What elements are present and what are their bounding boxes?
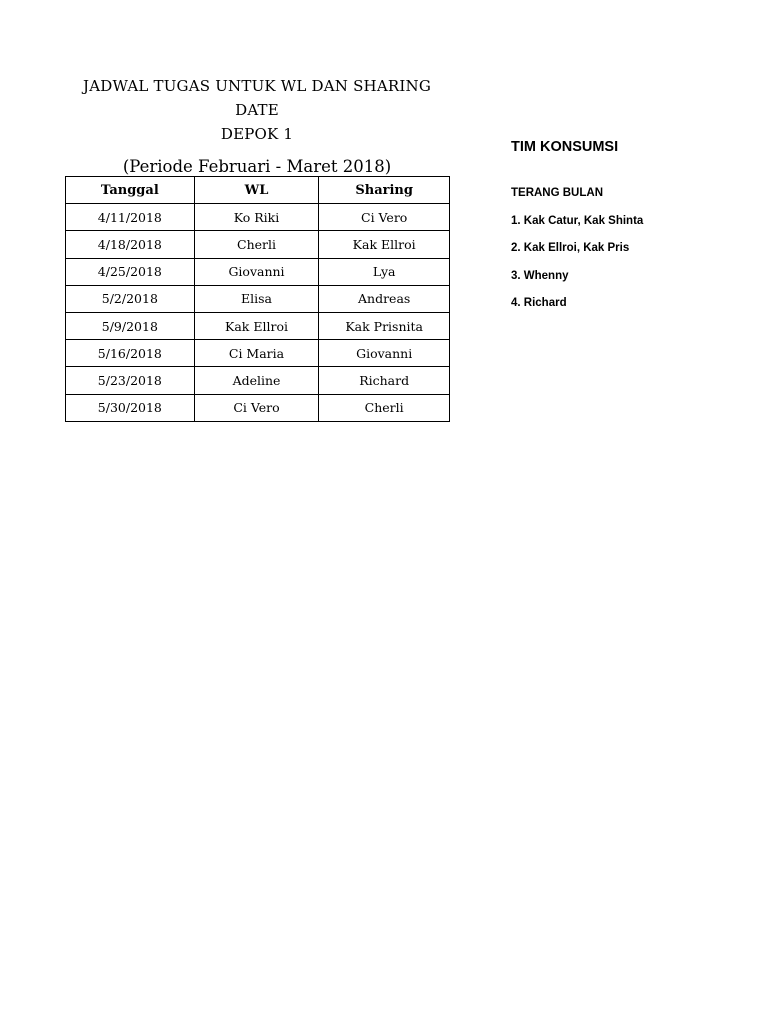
wl-cell: Ko Riki [194, 204, 319, 231]
period-label: (Periode Februari - Maret 2018) [122, 157, 392, 176]
sharing-cell: Kak Ellroi [319, 231, 450, 258]
table-row [66, 231, 450, 258]
wl-cell: Cherli [194, 231, 319, 258]
date-cell: 4/25/2018 [66, 258, 195, 285]
table-row [66, 258, 450, 285]
document-header [60, 74, 454, 179]
sharing-cell: Giovanni [319, 340, 450, 367]
team-list [511, 215, 643, 324]
sharing-cell: Lya [319, 258, 450, 285]
list-item: 2. Kak Ellroi, Kak Pris [511, 242, 630, 255]
list-item: 3. Whenny [511, 269, 569, 282]
sharing-cell: Kak Prisnita [319, 312, 450, 339]
table-row [66, 367, 450, 394]
wl-cell: Adeline [194, 367, 319, 394]
date-cell: 5/2/2018 [66, 285, 195, 312]
column-header-tanggal: Tanggal [66, 177, 195, 204]
table-row [66, 285, 450, 312]
tim-konsumsi-section [511, 139, 644, 309]
sharing-cell: Andreas [319, 285, 450, 312]
date-cell: 4/18/2018 [66, 231, 195, 258]
column-header-wl: WL [194, 177, 319, 204]
sharing-cell: Cherli [319, 394, 450, 421]
column-header-sharing: Sharing [319, 177, 450, 204]
page-title: JADWAL TUGAS UNTUK WL DAN SHARING DATE [82, 77, 431, 119]
date-cell: 5/16/2018 [66, 340, 195, 367]
table-row [66, 204, 450, 231]
sharing-cell: Richard [319, 367, 450, 394]
section-subtitle: TERANG BULAN [511, 187, 603, 199]
wl-cell: Elisa [194, 285, 319, 312]
date-cell: 4/11/2018 [66, 204, 195, 231]
page-subtitle: DEPOK 1 [220, 125, 294, 143]
date-cell: 5/30/2018 [66, 394, 195, 421]
table-row [66, 394, 450, 421]
wl-cell: Kak Ellroi [194, 312, 319, 339]
sharing-cell: Ci Vero [319, 204, 450, 231]
date-cell: 5/23/2018 [66, 367, 195, 394]
list-item: 1. Kak Catur, Kak Shinta [511, 215, 644, 227]
table-row [66, 340, 450, 367]
wl-cell: Ci Maria [194, 340, 319, 367]
date-cell: 5/9/2018 [66, 312, 195, 339]
wl-cell: Giovanni [194, 258, 319, 285]
section-title: TIM KONSUMSI [511, 139, 619, 155]
table-row [66, 312, 450, 339]
table-header-row [66, 177, 450, 204]
list-item: 4. Richard [511, 296, 567, 309]
schedule-table [65, 176, 450, 422]
wl-cell: Ci Vero [194, 394, 319, 421]
